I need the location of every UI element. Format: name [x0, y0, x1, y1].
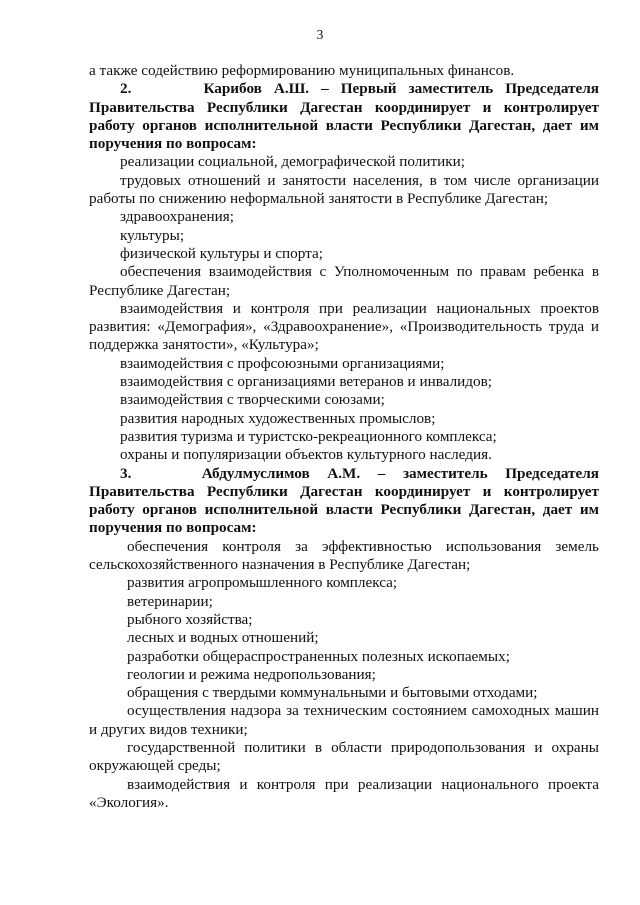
- section-heading: [89, 80, 599, 153]
- text-line: а также содействию реформированию муниципальных финансов.: [89, 62, 515, 79]
- paragraph: [89, 62, 599, 80]
- paragraph: [89, 172, 599, 209]
- page-number: 3: [316, 27, 324, 42]
- text-line: развития народных художественных промыслов;: [120, 409, 436, 427]
- paragraph: [89, 611, 599, 629]
- paragraph: [89, 666, 599, 684]
- text-line: взаимодействия и контроля при реализации национальных проектов: [120, 299, 599, 317]
- text-line: развития: «Демография», «Здравоохранение», «Производительность труда и: [89, 318, 599, 336]
- paragraph: [89, 684, 599, 702]
- text-line: поручения по вопросам:: [89, 519, 257, 537]
- text-line: взаимодействия с творческими союзами;: [120, 391, 385, 409]
- paragraph: [89, 208, 599, 226]
- text-line: культуры;: [120, 226, 185, 244]
- paragraph: [89, 410, 599, 428]
- paragraph: [89, 538, 599, 575]
- text-line: трудовых отношений и занятости населения, в том числе организации: [120, 171, 599, 189]
- text-line: работу органов исполнительной власти Республики Дагестан, дает им: [89, 501, 599, 519]
- paragraph: [89, 593, 599, 611]
- paragraph: [89, 629, 599, 647]
- paragraph: [89, 739, 599, 776]
- section-heading: [89, 465, 599, 538]
- text-line: и других видов техники;: [89, 720, 248, 738]
- text-line: развития туризма и туристско-рекреационного комплекса;: [120, 427, 497, 445]
- text-line: обращения с твердыми коммунальными и бытовыми отходами;: [127, 684, 538, 702]
- text-line: 3. Абдулмуслимов А.М. – заместитель Председателя: [120, 464, 599, 482]
- paragraph: [89, 300, 599, 355]
- paragraph: [89, 776, 599, 813]
- text-line: взаимодействия с профсоюзными организациями;: [120, 354, 445, 372]
- text-line: взаимодействия и контроля при реализации национального проекта: [127, 775, 599, 793]
- paragraph: [89, 648, 599, 666]
- paragraph: [89, 446, 599, 464]
- text-line: взаимодействия с организациями ветеранов и инвалидов;: [120, 373, 492, 391]
- text-line: обеспечения контроля за эффективностью использования земель: [127, 537, 599, 555]
- paragraph: [89, 391, 599, 409]
- text-line: здравоохранения;: [120, 208, 234, 226]
- text-line: поддержка занятости», «Культура»;: [89, 336, 319, 354]
- text-line: «Экология».: [89, 793, 169, 811]
- text-line: разработки общераспространенных полезных ископаемых;: [127, 647, 510, 665]
- text-line: осуществления надзора за техническим состоянием самоходных машин: [127, 702, 599, 720]
- text-line: поручения по вопросам:: [89, 135, 257, 153]
- text-line: физической культуры и спорта;: [120, 244, 323, 262]
- text-line: ветеринарии;: [127, 592, 213, 610]
- paragraph: [89, 428, 599, 446]
- text-line: окружающей среды;: [89, 757, 221, 775]
- text-line: работу органов исполнительной власти Республики Дагестан, дает им: [89, 116, 599, 134]
- document-body: [89, 62, 599, 812]
- paragraph: [89, 245, 599, 263]
- text-line: геологии и режима недропользования;: [127, 665, 376, 683]
- text-line: работы по снижению неформальной занятости в Республике Дагестан;: [89, 190, 549, 208]
- text-line: государственной политики в области природопользования и охраны: [127, 738, 599, 756]
- paragraph: [89, 227, 599, 245]
- text-line: сельскохозяйственного назначения в Республике Дагестан;: [89, 556, 471, 574]
- text-line: реализации социальной, демографической политики;: [120, 153, 465, 171]
- text-line: развития агропромышленного комплекса;: [127, 574, 398, 592]
- text-line: Правительства Республики Дагестан координирует и контролирует: [89, 98, 599, 116]
- paragraph: [89, 373, 599, 391]
- paragraph: [89, 574, 599, 592]
- paragraph: [89, 702, 599, 739]
- text-line: лесных и водных отношений;: [127, 629, 319, 647]
- text-line: Правительства Республики Дагестан координирует и контролирует: [89, 482, 599, 500]
- text-line: Республике Дагестан;: [89, 281, 231, 299]
- text-line: охраны и популяризации объектов культурного наследия.: [120, 446, 492, 464]
- paragraph: [89, 153, 599, 171]
- text-line: 2. Карибов А.Ш. – Первый заместитель Председателя: [120, 80, 599, 98]
- text-line: рыбного хозяйства;: [127, 610, 253, 628]
- paragraph: [89, 355, 599, 373]
- text-line: обеспечения взаимодействия с Уполномоченным по правам ребенка в: [120, 263, 599, 281]
- paragraph: [89, 263, 599, 300]
